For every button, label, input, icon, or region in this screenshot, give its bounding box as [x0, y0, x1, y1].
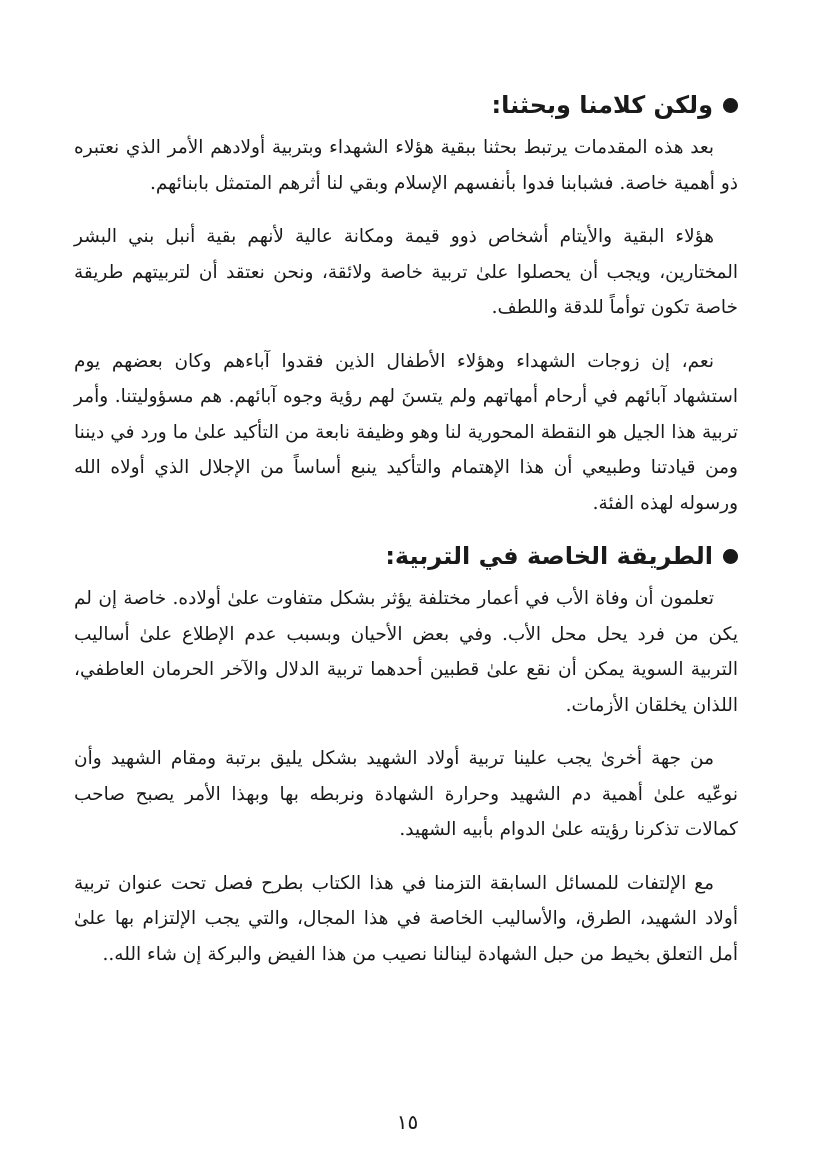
paragraph: هؤلاء البقية والأيتام أشخاص ذوو قيمة ومكانة عالية لأنهم بقية أنبل بني البشر المختارين، ويجب أن يحصلوا علىٰ تربية خاصة ولائقة، ونحن نعتقد أن لتربيتهم طريقة خاصة تكون توأماً للدقة واللطف.	[74, 226, 738, 318]
paragraph: نعم، إن زوجات الشهداء وهؤلاء الأطفال الذين فقدوا آباءهم وكان بعضهم يوم استشهاد آبائهم في أرحام أمهاتهم ولم يتسنَ لهم رؤية وجوه آبائهم. هم مسؤوليتنا. وأمر تربية هذا الجيل هو النقطة المحورية لنا وهو وظيفة نابعة من التأكيد علىٰ ما ورد في ديننا ومن قيادتنا وطبيعي أن هذا الإهتمام والتأكيد ينبع أساساً من الإجلال الذي أولاه الله ورسوله لهذه الفئة.	[74, 350, 738, 514]
paragraph: تعلمون أن وفاة الأب في أعمار مختلفة يؤثر بشكل متفاوت علىٰ أولاده. خاصة إن لم يكن من فرد يحل محل الأب. وفي بعض الأحيان وبسبب عدم الإطلاع علىٰ أساليب التربية السوية يمكن أن نقع علىٰ قطبين أحدهما تربية الدلال والآخر الحرمان العاطفي، اللذان يخلقان الأزمات.	[74, 588, 738, 716]
paragraph: مع الإلتفات للمسائل السابقة التزمنا في هذا الكتاب بطرح فصل تحت عنوان تربية أولاد الشهيد، الطرق، والأساليب الخاصة في هذا المجال، والتي يجب الإلتزام بها علىٰ أمل التعلق بخيط من حبل الشهادة لينالنا نصيب من هذا الفيض والبركة إن شاء الله..	[74, 872, 738, 965]
section-heading-text: ولكن كلامنا وبحثنا:	[491, 91, 713, 119]
page-number: ١٥	[396, 1110, 419, 1134]
section-heading-special-method	[74, 539, 738, 573]
bullet-icon	[723, 549, 738, 564]
paragraph: من جهة أخرىٰ يجب علينا تربية أولاد الشهيد بشكل يليق برتبة ومقام الشهيد وأن نوعّيه علىٰ أهمية دم الشهيد وحرارة الشهادة ونربطه بها وبهذا الأمر يصبح صاحب كمالات تذكرنا رؤيته علىٰ الدوام بأبيه الشهيد.	[74, 748, 738, 840]
page-body	[74, 88, 738, 990]
bullet-icon	[723, 98, 738, 113]
section-heading-our-discussion	[74, 88, 738, 122]
paragraph: بعد هذه المقدمات يرتبط بحثنا ببقية هؤلاء الشهداء وبتربية أولادهم الأمر الذي نعتبره ذو أهمية خاصة. فشبابنا فدوا بأنفسهم الإسلام وبقي لنا أثرهم المتمثل بابنائهم.	[74, 137, 738, 194]
section-heading-text: الطريقة الخاصة في التربية:	[385, 542, 713, 570]
